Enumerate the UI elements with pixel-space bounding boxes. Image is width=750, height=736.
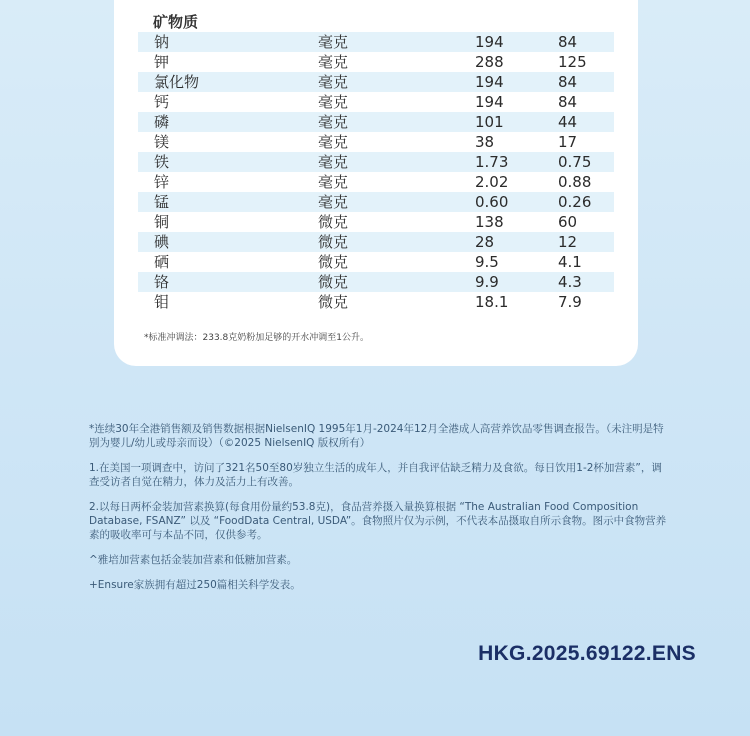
mineral-unit: 微克 <box>318 293 349 311</box>
mineral-unit: 毫克 <box>318 173 349 191</box>
mineral-unit: 毫克 <box>318 153 349 171</box>
mineral-name: 碘 <box>154 233 170 251</box>
mineral-value-serving: 9.5 <box>475 253 499 271</box>
footnote-2: 2.以每日两杯金装加营素换算(每食用份量约53.8克)，食品营养摄入量换算根据 “The Australian Food Composition Database, FSANZ” 以及 “FoodData Central, USDA”。食物照片仅为示例，不代表本品摄取自所示食物。图示中食物营养素的吸收率可与本品不同，仅供参考。 <box>89 501 667 541</box>
footnote-1: 1.在美国一项调查中，访问了321名50至80岁独立生活的成年人，并自我评估缺乏精力及食欲。每日饮用1-2杯加营素”，调查受访者自觉在精力，体力及活力上有改善。 <box>89 462 662 488</box>
mineral-value-serving: 9.9 <box>475 273 499 291</box>
mineral-unit: 微克 <box>318 213 349 231</box>
mineral-value-serving: 288 <box>475 53 504 71</box>
table-row <box>138 92 614 112</box>
table-row <box>138 152 614 172</box>
table-row <box>138 72 614 92</box>
mineral-value-serving: 1.73 <box>475 153 509 171</box>
mineral-value-100: 0.75 <box>558 153 592 171</box>
table-row <box>138 112 614 132</box>
section-title: 矿物质 <box>153 13 199 31</box>
table-row <box>138 292 614 312</box>
mineral-value-100: 4.3 <box>558 273 582 291</box>
mineral-unit: 毫克 <box>318 193 349 211</box>
nutrition-card <box>114 0 638 366</box>
footnote-caret: ^雅培加营素包括金装加营素和低糖加营素。 <box>89 554 298 566</box>
mineral-value-serving: 194 <box>475 33 504 51</box>
mineral-value-serving: 0.60 <box>475 193 509 211</box>
mineral-table <box>138 32 614 312</box>
table-row <box>138 32 614 52</box>
mineral-value-100: 84 <box>558 33 578 51</box>
mineral-value-100: 125 <box>558 53 587 71</box>
table-row <box>138 52 614 72</box>
mineral-name: 锰 <box>154 193 170 211</box>
mineral-name: 镁 <box>154 133 170 151</box>
mineral-value-100: 12 <box>558 233 578 251</box>
mineral-unit: 微克 <box>318 273 349 291</box>
table-row <box>138 232 614 252</box>
mineral-value-100: 60 <box>558 213 578 231</box>
mineral-unit: 毫克 <box>318 33 349 51</box>
mineral-value-serving: 2.02 <box>475 173 509 191</box>
table-row <box>138 272 614 292</box>
mineral-value-serving: 194 <box>475 73 504 91</box>
mineral-value-100: 4.1 <box>558 253 582 271</box>
mineral-value-serving: 101 <box>475 113 504 131</box>
mineral-value-100: 0.88 <box>558 173 592 191</box>
footnote-nielsen: *连续30年全港销售额及销售数据根据NielsenIQ 1995年1月-2024年12月全港成人高营养饮品零售调查报告。（未注明是特别为婴儿/幼儿或母亲而设）（©2025 NielsenIQ 版权所有） <box>89 423 664 449</box>
table-row <box>138 172 614 192</box>
mineral-name: 钾 <box>154 53 170 71</box>
mineral-name: 铜 <box>154 213 170 231</box>
mineral-name: 磷 <box>154 113 170 131</box>
table-row <box>138 192 614 212</box>
mineral-unit: 微克 <box>318 253 349 271</box>
document-code: HKG.2025.69122.ENS <box>478 642 696 665</box>
table-row <box>138 132 614 152</box>
mineral-value-serving: 28 <box>475 233 495 251</box>
mineral-name: 硒 <box>154 253 170 271</box>
mineral-unit: 毫克 <box>318 73 349 91</box>
mineral-name: 钙 <box>154 93 170 111</box>
mineral-value-100: 7.9 <box>558 293 582 311</box>
table-row <box>138 252 614 272</box>
mineral-value-100: 84 <box>558 73 578 91</box>
mineral-name: 氯化物 <box>154 73 200 91</box>
mineral-value-100: 17 <box>558 133 578 151</box>
mineral-unit: 毫克 <box>318 133 349 151</box>
preparation-footnote: *标准冲调法：233.8克奶粉加足够的开水冲调至1公升。 <box>144 333 369 343</box>
footnote-plus: +Ensure家族拥有超过250篇相关科学发表。 <box>89 579 301 591</box>
mineral-unit: 毫克 <box>318 53 349 71</box>
mineral-unit: 毫克 <box>318 113 349 131</box>
mineral-name: 铬 <box>154 273 170 291</box>
mineral-name: 锌 <box>154 173 170 191</box>
mineral-value-serving: 194 <box>475 93 504 111</box>
mineral-value-100: 0.26 <box>558 193 592 211</box>
mineral-value-serving: 18.1 <box>475 293 509 311</box>
mineral-unit: 毫克 <box>318 93 349 111</box>
footnotes <box>89 422 669 603</box>
mineral-unit: 微克 <box>318 233 349 251</box>
mineral-name: 钼 <box>154 293 170 311</box>
mineral-name: 钠 <box>154 33 170 51</box>
table-row <box>138 212 614 232</box>
mineral-value-100: 44 <box>558 113 578 131</box>
mineral-value-100: 84 <box>558 93 578 111</box>
mineral-value-serving: 138 <box>475 213 504 231</box>
mineral-value-serving: 38 <box>475 133 495 151</box>
mineral-name: 铁 <box>154 153 170 171</box>
